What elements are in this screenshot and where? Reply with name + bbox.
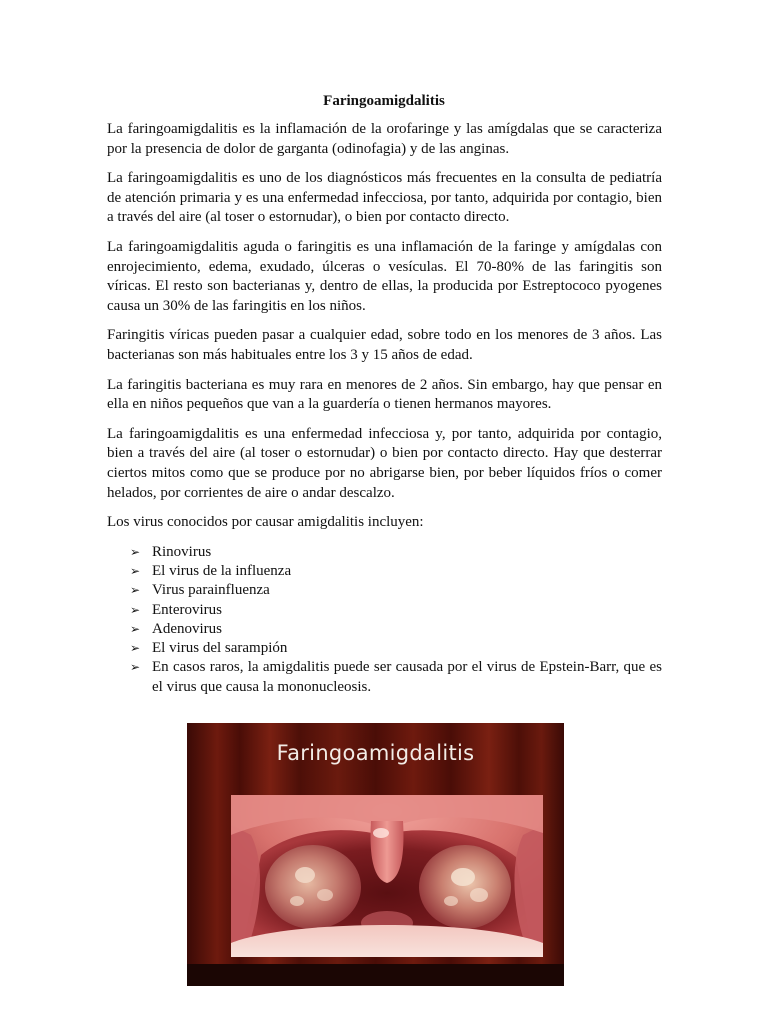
paragraph: La faringoamigdalitis aguda o faringitis es una inflamación de la faringe y amígdalas con enrojecimiento, edema, exudado, úlceras o vesículas. El 70-80% de las faringitis son víricas. El resto son bacterianas y, dentro de ellas, la producida por Estreptococo pyogenes causa un 30% de las faringitis en los niños.	[107, 238, 662, 314]
list-item	[130, 601, 662, 620]
arrow-bullet-icon: ➢	[130, 583, 141, 598]
paragraph: La faringoamigdalitis es la inflamación de la orofaringe y las amígdalas que se caracteriza por la presencia de dolor de garganta (odinofagia) y de las anginas.	[107, 121, 662, 157]
paragraph: Faringitis víricas pueden pasar a cualquier edad, sobre todo en los menores de 3 años. Las bacterianas son más habituales entre los 3 y 15 años de edad.	[107, 327, 662, 363]
list-item	[130, 581, 662, 600]
document-body	[107, 120, 662, 697]
list-item-text: Enterovirus	[152, 601, 222, 618]
list-item-text: El virus del sarampión	[152, 640, 288, 657]
paragraph: La faringitis bacteriana es muy rara en menores de 2 años. Sin embargo, hay que pensar en ella en niños pequeños que van a la guardería o tienen hermanos mayores.	[107, 376, 662, 413]
list-item	[130, 543, 662, 562]
list-item-text: El virus de la influenza	[152, 562, 292, 579]
document-title: Faringoamigdalitis	[323, 93, 445, 109]
arrow-bullet-icon: ➢	[130, 641, 141, 656]
paragraph: La faringoamigdalitis es una enfermedad infecciosa y, por tanto, adquirida por contagio, bien a través del aire (al toser o estornudar) o bien por contacto directo. Hay que desterrar ciertos mitos como que se produce por no abrigarse bien, por beber líquidos fríos o comer helados, por corrientes de aire o andar descalzo.	[107, 425, 662, 501]
list-item-text: Virus parainfluenza	[152, 582, 270, 599]
arrow-bullet-icon: ➢	[130, 621, 141, 636]
arrow-bullet-icon: ➢	[130, 544, 141, 559]
list-item	[130, 562, 662, 581]
throat-photo	[231, 795, 543, 957]
list-item	[130, 620, 662, 639]
throat-illustration	[231, 795, 543, 957]
list-item-text: Adenovirus	[152, 620, 222, 637]
list-item-text: En casos raros, la amigdalitis puede ser causada por el virus de Epstein-Barr, que es el virus que causa la mononucleosis.	[152, 659, 662, 695]
stage-floor	[187, 964, 564, 986]
throat-figure	[187, 723, 564, 986]
list-item-text: Rinovirus	[152, 543, 212, 560]
virus-list	[107, 543, 662, 697]
arrow-bullet-icon: ➢	[130, 563, 141, 578]
arrow-bullet-icon: ➢	[130, 660, 141, 675]
figure-title: Faringoamigdalitis	[276, 741, 475, 765]
paragraph: Los virus conocidos por causar amigdalitis incluyen:	[107, 514, 424, 531]
list-item	[130, 639, 662, 658]
arrow-bullet-icon: ➢	[130, 602, 141, 617]
paragraph: La faringoamigdalitis es uno de los diagnósticos más frecuentes en la consulta de pediatría de atención primaria y es una enfermedad infecciosa, por tanto, adquirida por contagio, bien a través del aire (al toser o estornudar), o bien por contacto directo.	[107, 170, 662, 226]
list-item	[130, 658, 662, 697]
